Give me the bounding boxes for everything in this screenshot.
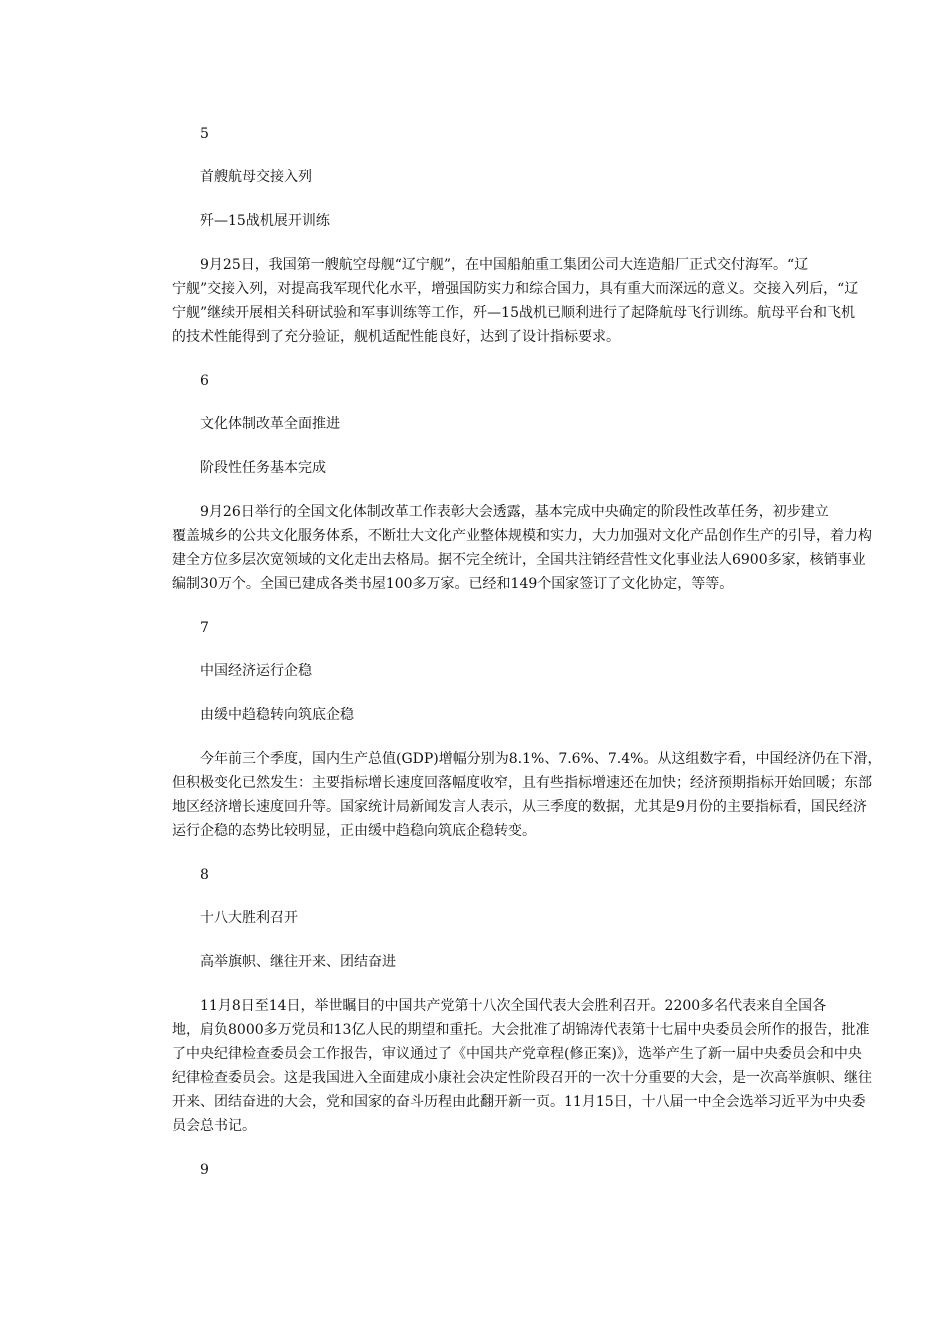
paragraph-line: 11月8日至14日，举世瞩目的中国共产党第十八次全国代表大会胜利召开。2200多名代表来自全国各	[200, 998, 827, 1014]
paragraph-line: 的技术性能得到了充分验证，舰机适配性能良好，达到了设计指标要求。	[172, 329, 620, 345]
paragraph-line: 编制30万个。全国已建成各类书屋100多万家。已经和149个国家签订了文化协定，等等。	[172, 576, 734, 592]
section-paragraph	[172, 253, 859, 349]
section-9	[200, 1158, 812, 1182]
section-5	[172, 122, 859, 349]
section-7	[172, 616, 882, 843]
paragraph-line: 纪律检查委员会。这是我国进入全面建成小康社会决定性阶段召开的一次十分重要的大会，是一次高举旗帜、继往	[172, 1070, 872, 1086]
section-8	[172, 863, 872, 1138]
section-subheading: 歼—15战机展开训练	[200, 213, 330, 229]
section-paragraph	[172, 994, 872, 1138]
section-number: 9	[200, 1162, 209, 1178]
section-number: 8	[200, 867, 209, 883]
section-subheading: 阶段性任务基本完成	[200, 460, 326, 476]
paragraph-line: 宁舰”继续开展相关科研试验和军事训练等工作，歼—15战机已顺利进行了起降航母飞行训练。航母平台和飞机	[172, 305, 855, 321]
paragraph-line: 了中央纪律检查委员会工作报告，审议通过了《中国共产党章程(修正案)》，选举产生了新一届中央委员会和中央	[172, 1046, 862, 1062]
section-heading: 十八大胜利召开	[200, 910, 298, 926]
paragraph-line: 开来、团结奋进的大会，党和国家的奋斗历程由此翻开新一页。11月15日，十八届一中全会选举习近平为中央委	[172, 1094, 866, 1110]
paragraph-line: 宁舰”交接入列，对提高我军现代化水平，增强国防实力和综合国力，具有重大而深远的意义。交接入列后，“辽	[172, 281, 859, 297]
section-heading: 文化体制改革全面推进	[200, 416, 340, 432]
section-number: 6	[200, 373, 209, 389]
section-paragraph	[172, 500, 872, 596]
section-number: 5	[200, 126, 209, 142]
paragraph-line: 员会总书记。	[172, 1118, 256, 1134]
section-heading: 中国经济运行企稳	[200, 663, 312, 679]
document-page	[172, 122, 882, 1201]
paragraph-line: 建全方位多层次宽领域的文化走出去格局。据不完全统计，全国共注销经营性文化事业法人6900多家，核销事业	[172, 552, 866, 568]
paragraph-line: 地区经济增长速度回升等。国家统计局新闻发言人表示，从三季度的数据，尤其是9月份的主要指标看，国民经济	[172, 799, 867, 815]
section-paragraph	[172, 747, 882, 843]
paragraph-line: 但积极变化已然发生：主要指标增长速度回落幅度收窄，且有些指标增速还在加快；经济预期指标开始回暖；东部	[172, 775, 872, 791]
section-heading: 首艘航母交接入列	[200, 169, 312, 185]
paragraph-line: 9月25日，我国第一艘航空母舰“辽宁舰”，在中国船舶重工集团公司大连造船厂正式交付海军。“辽	[200, 257, 809, 273]
section-6	[172, 369, 872, 596]
paragraph-line: 运行企稳的态势比较明显，正由缓中趋稳向筑底企稳转变。	[172, 823, 536, 839]
paragraph-line: 9月26日举行的全国文化体制改革工作表彰大会透露，基本完成中央确定的阶段性改革任务，初步建立	[200, 504, 829, 520]
paragraph-line: 地，肩负8000多万党员和13亿人民的期望和重托。大会批准了胡锦涛代表第十七届中央委员会所作的报告，批准	[172, 1022, 870, 1038]
paragraph-line: 覆盖城乡的公共文化服务体系，不断壮大文化产业整体规模和实力，大力加强对文化产品创作生产的引导，着力构	[172, 528, 872, 544]
section-subheading: 高举旗帜、继往开来、团结奋进	[200, 954, 396, 970]
section-subheading: 由缓中趋稳转向筑底企稳	[200, 707, 354, 723]
section-number: 7	[200, 620, 209, 636]
paragraph-line: 今年前三个季度，国内生产总值(GDP)增幅分别为8.1%、7.6%、7.4%。从这组数字看，中国经济仍在下滑，	[200, 751, 882, 767]
